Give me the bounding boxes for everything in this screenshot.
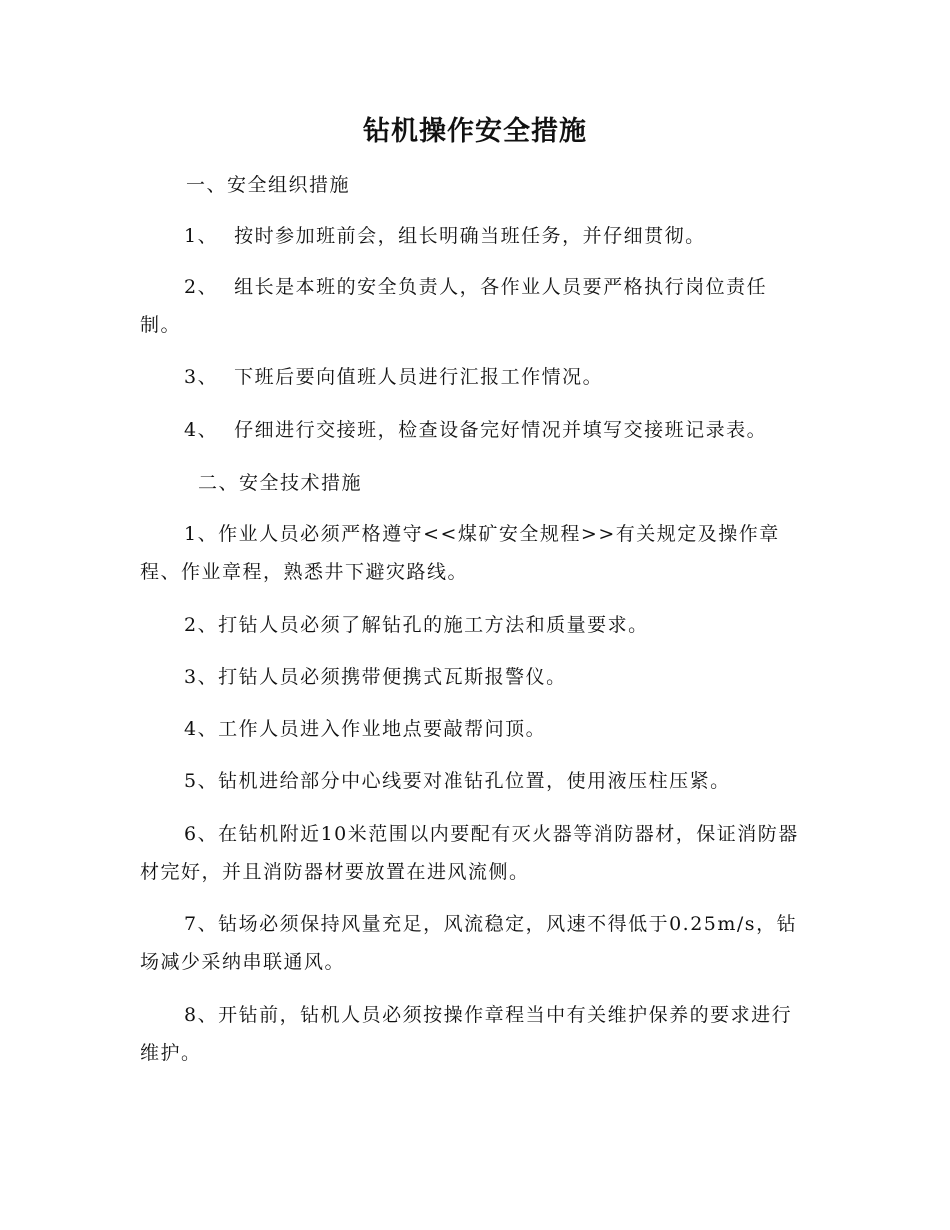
section-heading-organization: 一、安全组织措施: [186, 174, 351, 196]
item-number: 3、: [184, 366, 219, 388]
item-text: 按时参加班前会，组长明确当班任务，并仔细贯彻。: [234, 225, 706, 247]
item-text: 组长是本班的安全负责人，各作业人员要严格执行岗位责任制。: [140, 276, 768, 336]
organization-item-2: [140, 268, 808, 344]
technical-item-5: 5、钻机进给部分中心线要对准钻孔位置，使用液压柱压紧。: [184, 770, 731, 792]
technical-item-6: 6、在钻机附近10米范围以内要配有灭火器等消防器材，保证消防器材完好，并且消防器材要放置在进风流侧。: [140, 823, 799, 883]
technical-item-2: 2、打钻人员必须了解钻孔的施工方法和质量要求。: [184, 614, 649, 636]
organization-item-1: [140, 217, 808, 255]
organization-item-4: [140, 411, 808, 449]
technical-item-4: 4、工作人员进入作业地点要敲帮问顶。: [184, 718, 547, 740]
technical-item-1: 1、作业人员必须严格遵守<<煤矿安全规程>>有关规定及操作章程、作业章程，熟悉井下避灾路线。: [140, 523, 780, 583]
section-heading-technical: 二、安全技术措施: [198, 472, 363, 494]
item-number: 4、: [184, 419, 219, 441]
technical-item-3: 3、打钻人员必须携带便携式瓦斯报警仪。: [184, 666, 567, 688]
technical-item-7: 7、钻场必须保持风量充足，风流稳定，风速不得低于0.25m/s，钻场减少采纳串联通风。: [140, 913, 798, 973]
organization-item-3: [140, 358, 808, 396]
document-title: 钻机操作安全措施: [363, 116, 587, 147]
item-text: 仔细进行交接班，检查设备完好情况并填写交接班记录表。: [234, 419, 768, 441]
item-text: 下班后要向值班人员进行汇报工作情况。: [234, 366, 604, 388]
technical-item-8: 8、开钻前，钻机人员必须按操作章程当中有关维护保养的要求进行维护。: [140, 1004, 793, 1064]
item-number: 2、: [184, 276, 219, 298]
item-number: 1、: [184, 225, 219, 247]
